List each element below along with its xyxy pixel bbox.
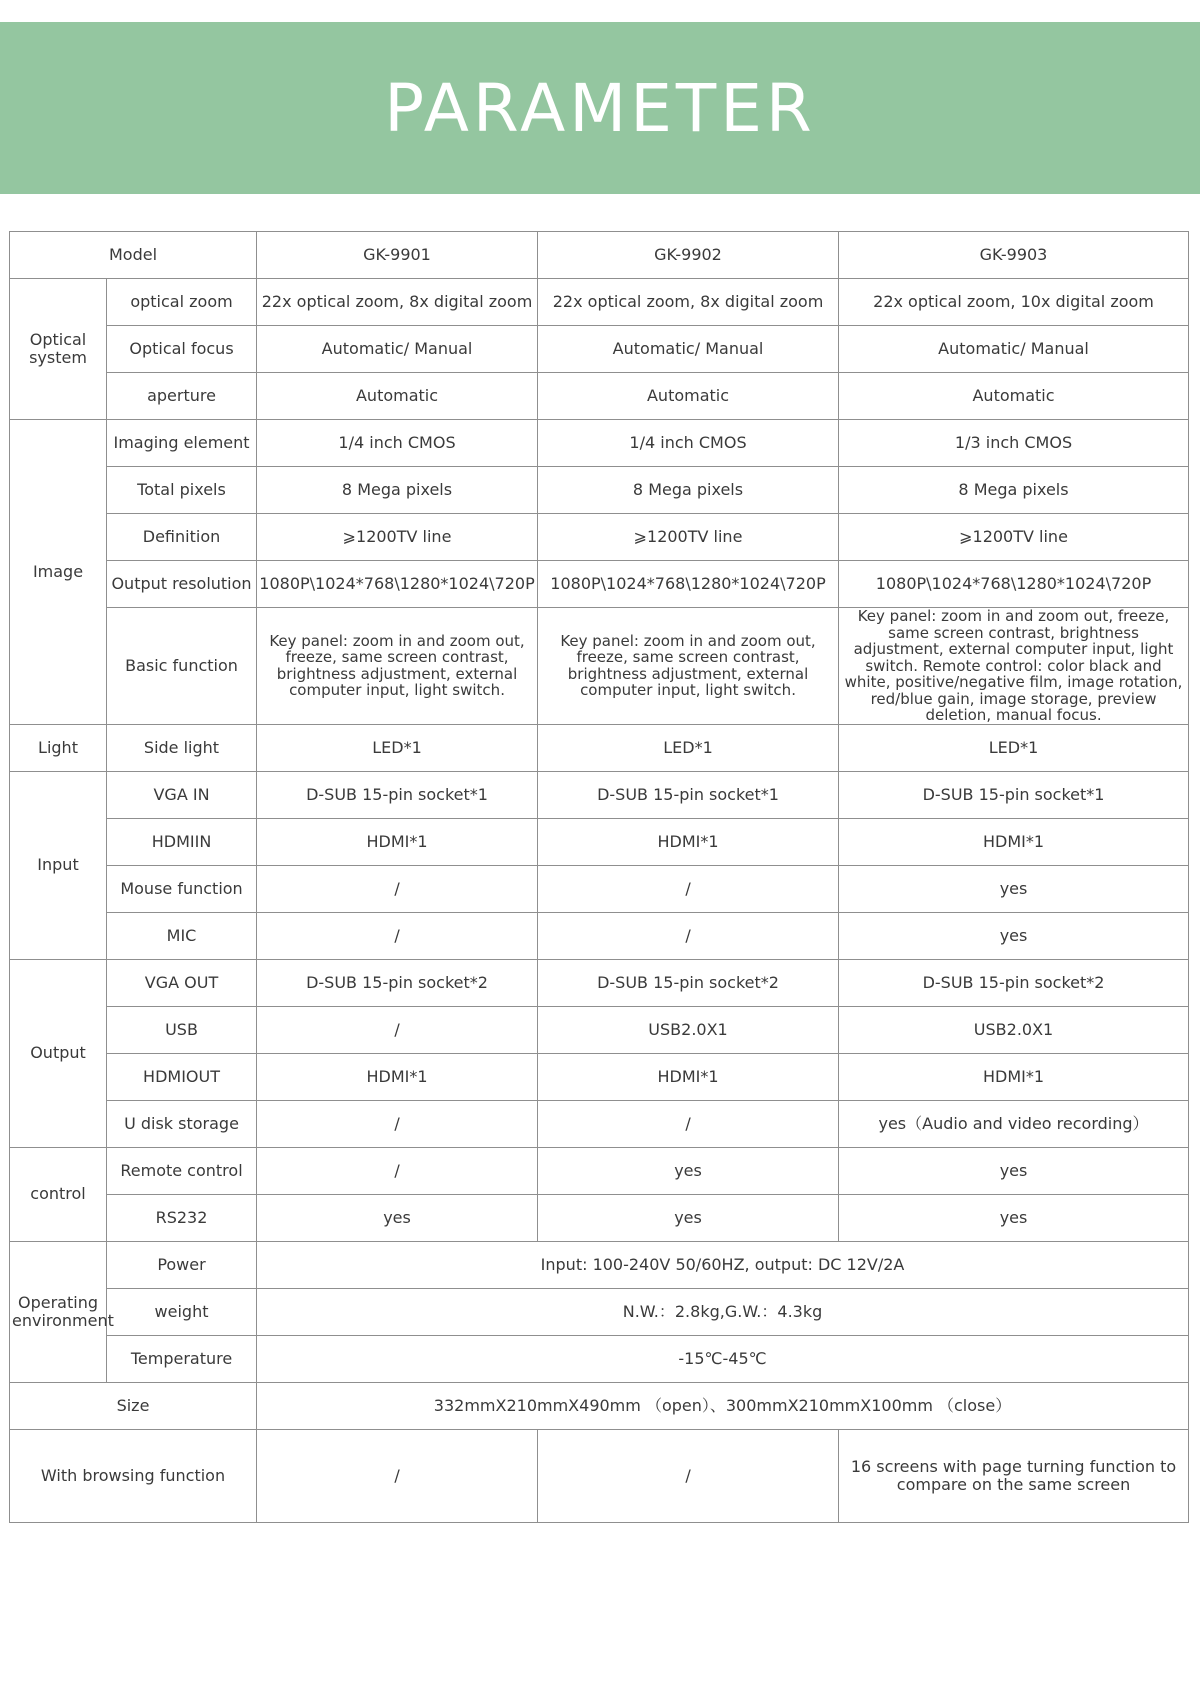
- label-usb: USB: [107, 1006, 257, 1053]
- label-output-resolution: Output resolution: [107, 561, 257, 608]
- cell: 1080P\1024*768\1280*1024\720P: [839, 561, 1189, 608]
- model-row: [10, 232, 1189, 279]
- cell: yes: [257, 1194, 538, 1241]
- cell: 22x optical zoom, 8x digital zoom: [538, 279, 839, 326]
- cell: HDMI*1: [257, 1053, 538, 1100]
- page-title: PARAMETER: [384, 69, 816, 147]
- cell: D-SUB 15-pin socket*1: [257, 771, 538, 818]
- cell: /: [257, 1429, 538, 1522]
- label-size: Size: [10, 1382, 257, 1429]
- cell: Automatic: [538, 373, 839, 420]
- header-banner: [0, 22, 1200, 194]
- side-light-row: [10, 724, 1189, 771]
- model-label: Model: [10, 232, 257, 279]
- aperture-row: [10, 373, 1189, 420]
- cell: 8 Mega pixels: [538, 467, 839, 514]
- cell: Automatic: [257, 373, 538, 420]
- cell: 1/4 inch CMOS: [257, 420, 538, 467]
- cell: 1080P\1024*768\1280*1024\720P: [257, 561, 538, 608]
- cell: Key panel: zoom in and zoom out, freeze, same screen contrast, brightness adjustment, external computer input, light switch.: [538, 608, 839, 725]
- cell: D-SUB 15-pin socket*2: [538, 959, 839, 1006]
- usb-row: [10, 1006, 1189, 1053]
- cell: Automatic: [839, 373, 1189, 420]
- label-imaging-element: Imaging element: [107, 420, 257, 467]
- cell: LED*1: [538, 724, 839, 771]
- cell: HDMI*1: [538, 1053, 839, 1100]
- label-power: Power: [107, 1241, 257, 1288]
- mouse-function-row: [10, 865, 1189, 912]
- label-mouse-function: Mouse function: [107, 865, 257, 912]
- label-hdmi-out: HDMIOUT: [107, 1053, 257, 1100]
- rs232-row: [10, 1194, 1189, 1241]
- cell: HDMI*1: [538, 818, 839, 865]
- cell: /: [538, 865, 839, 912]
- spec-table: [9, 231, 1189, 1523]
- power-row: [10, 1241, 1189, 1288]
- cell: Key panel: zoom in and zoom out, freeze, same screen contrast, brightness adjustment, external computer input, light switch.: [257, 608, 538, 725]
- group-optical-system: Optical system: [10, 279, 107, 420]
- cell: 8 Mega pixels: [257, 467, 538, 514]
- cell: Automatic/ Manual: [257, 326, 538, 373]
- cell: yes: [839, 912, 1189, 959]
- group-image: Image: [10, 420, 107, 725]
- cell: /: [257, 1100, 538, 1147]
- u-disk-storage-row: [10, 1100, 1189, 1147]
- group-operating-environment: Operating environment: [10, 1241, 107, 1382]
- group-light: Light: [10, 724, 107, 771]
- model-gk9901: GK-9901: [257, 232, 538, 279]
- cell: yes: [839, 1194, 1189, 1241]
- cell: D-SUB 15-pin socket*1: [538, 771, 839, 818]
- cell: HDMI*1: [839, 1053, 1189, 1100]
- cell: USB2.0X1: [839, 1006, 1189, 1053]
- total-pixels-row: [10, 467, 1189, 514]
- cell: 332mmX210mmX490mm （open）、300mmX210mmX100mm （close）: [257, 1382, 1189, 1429]
- cell: yes: [839, 865, 1189, 912]
- browsing-function-row: [10, 1429, 1189, 1522]
- cell: yes（Audio and video recording）: [839, 1100, 1189, 1147]
- cell: -15℃-45℃: [257, 1335, 1189, 1382]
- cell: /: [257, 1147, 538, 1194]
- label-u-disk-storage: U disk storage: [107, 1100, 257, 1147]
- vga-in-row: [10, 771, 1189, 818]
- cell: D-SUB 15-pin socket*2: [257, 959, 538, 1006]
- cell: Key panel: zoom in and zoom out, freeze, same screen contrast, brightness adjustment, external computer input, light switch. Remote control: color black and white, positive/negative film, image rotation, red/blue gain, image storage, preview deletion, manual focus.: [839, 608, 1189, 725]
- group-input: Input: [10, 771, 107, 959]
- label-weight: weight: [107, 1288, 257, 1335]
- cell: 16 screens with page turning function to compare on the same screen: [839, 1429, 1189, 1522]
- remote-control-row: [10, 1147, 1189, 1194]
- label-total-pixels: Total pixels: [107, 467, 257, 514]
- label-hdmi-in: HDMIIN: [107, 818, 257, 865]
- weight-row: [10, 1288, 1189, 1335]
- label-vga-in: VGA IN: [107, 771, 257, 818]
- label-aperture: aperture: [107, 373, 257, 420]
- cell: 22x optical zoom, 8x digital zoom: [257, 279, 538, 326]
- size-row: [10, 1382, 1189, 1429]
- label-mic: MIC: [107, 912, 257, 959]
- vga-out-row: [10, 959, 1189, 1006]
- model-gk9903: GK-9903: [839, 232, 1189, 279]
- group-output: Output: [10, 959, 107, 1147]
- cell: HDMI*1: [257, 818, 538, 865]
- label-optical-focus: Optical focus: [107, 326, 257, 373]
- cell: Automatic/ Manual: [538, 326, 839, 373]
- cell: 1/3 inch CMOS: [839, 420, 1189, 467]
- label-vga-out: VGA OUT: [107, 959, 257, 1006]
- cell: LED*1: [257, 724, 538, 771]
- cell: N.W.：2.8kg,G.W.：4.3kg: [257, 1288, 1189, 1335]
- cell: USB2.0X1: [538, 1006, 839, 1053]
- cell: /: [538, 1100, 839, 1147]
- label-rs232: RS232: [107, 1194, 257, 1241]
- cell: D-SUB 15-pin socket*1: [839, 771, 1189, 818]
- label-basic-function: Basic function: [107, 608, 257, 725]
- cell: Automatic/ Manual: [839, 326, 1189, 373]
- label-side-light: Side light: [107, 724, 257, 771]
- cell: /: [257, 1006, 538, 1053]
- cell: ⩾1200TV line: [839, 514, 1189, 561]
- model-gk9902: GK-9902: [538, 232, 839, 279]
- group-control: control: [10, 1147, 107, 1241]
- cell: /: [538, 1429, 839, 1522]
- label-temperature: Temperature: [107, 1335, 257, 1382]
- definition-row: [10, 514, 1189, 561]
- imaging-element-row: [10, 420, 1189, 467]
- label-definition: Definition: [107, 514, 257, 561]
- cell: /: [257, 912, 538, 959]
- cell: ⩾1200TV line: [257, 514, 538, 561]
- cell: Input: 100-240V 50/60HZ, output: DC 12V/2A: [257, 1241, 1189, 1288]
- temperature-row: [10, 1335, 1189, 1382]
- cell: HDMI*1: [839, 818, 1189, 865]
- cell: yes: [839, 1147, 1189, 1194]
- hdmi-in-row: [10, 818, 1189, 865]
- optical-zoom-row: [10, 279, 1189, 326]
- mic-row: [10, 912, 1189, 959]
- hdmi-out-row: [10, 1053, 1189, 1100]
- label-browsing-function: With browsing function: [10, 1429, 257, 1522]
- cell: LED*1: [839, 724, 1189, 771]
- basic-function-row: [10, 608, 1189, 725]
- cell: /: [257, 865, 538, 912]
- cell: 1/4 inch CMOS: [538, 420, 839, 467]
- cell: 1080P\1024*768\1280*1024\720P: [538, 561, 839, 608]
- cell: yes: [538, 1194, 839, 1241]
- cell: 22x optical zoom, 10x digital zoom: [839, 279, 1189, 326]
- label-remote-control: Remote control: [107, 1147, 257, 1194]
- output-resolution-row: [10, 561, 1189, 608]
- cell: ⩾1200TV line: [538, 514, 839, 561]
- cell: /: [538, 912, 839, 959]
- cell: yes: [538, 1147, 839, 1194]
- optical-focus-row: [10, 326, 1189, 373]
- cell: D-SUB 15-pin socket*2: [839, 959, 1189, 1006]
- label-optical-zoom: optical zoom: [107, 279, 257, 326]
- cell: 8 Mega pixels: [839, 467, 1189, 514]
